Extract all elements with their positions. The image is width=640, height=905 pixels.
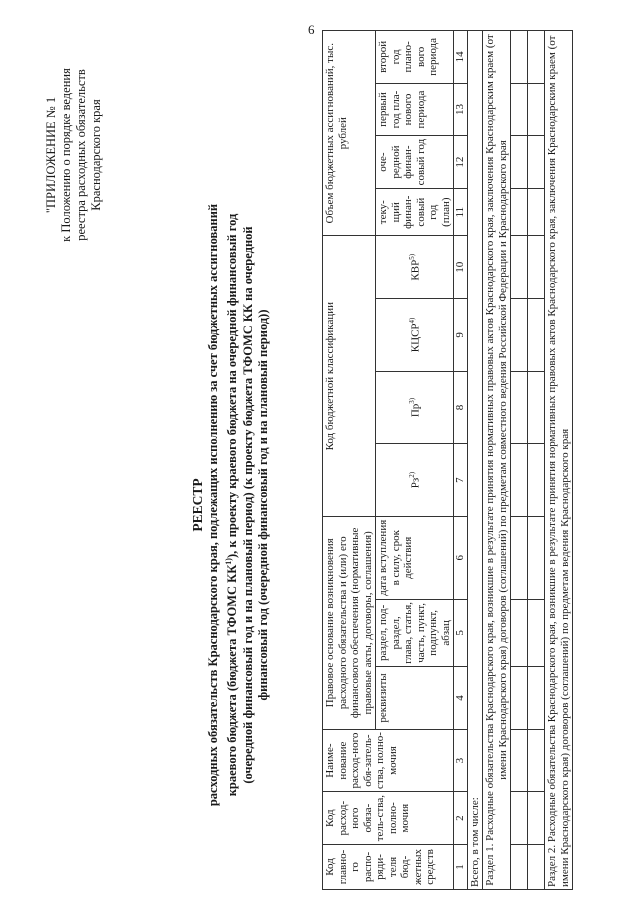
header-first-plan-year: первый год пла-нового периода [376,83,454,136]
header-current-year: теку-щий финан-совый год (план) [376,188,454,236]
header-kvr: КВР$^{5)}$ [376,236,454,299]
section2-text: Раздел 2. Расходные обязательства Краснодарского края, возникшие в результате принятия нормативных правовых актов Краснодарского края, заключения Краснодарским краем (от имени Краснодарского края) договоров (соглашений) по предметам ведения Краснодарского края [545,31,573,890]
title-line4: финансовый год (очередной финансовый год и на плановый период)) [256,309,271,701]
section2-row [545,31,573,890]
column-number: 11 [454,188,468,236]
document-title [190,160,272,850]
header-rz: $Рз^{2)}$ [376,444,454,517]
title-line1: расходных обязательств Краснодарского края, подлежащих исполнению за счет бюджетных ассигнований [205,203,220,807]
appendix-line4: Краснодарского края [89,99,103,211]
title-line2b: ), к проекту краевого бюджета на очередной финансовый год [225,213,240,559]
total-label: Всего, в том числе: [467,31,483,890]
footnote-ref-1: 1) [224,558,233,565]
header-requisites: реквизиты [376,667,454,730]
column-number: 10 [454,236,468,299]
header-volume: Объем бюджетных ассигнований, тыс. рублей [323,31,376,236]
rotated-page-content [40,30,600,890]
appendix-block [44,30,104,280]
appendix-line2: к Положению о порядке ведения [59,68,73,242]
section1-text: Раздел 1. Расходные обязательства Краснодарского края, возникшие в результате принятия нормативных правовых актов Краснодарского края, заключения Краснодарским краем (от имени Краснодарского края) договоров (соглашений) по предметам совместного ведения Российской Федерации и Краснодарского края [483,31,511,890]
column-number: 8 [454,371,468,444]
column-number: 9 [454,299,468,372]
title-line2 [221,160,241,850]
page-number: 6 [308,22,315,37]
column-numbers-row [454,31,468,890]
header-kcsr: КЦСР$^{4)}$ [376,299,454,372]
header-grbs-code: Код главно-го распо-ряди-теля бюд-жетных средств [323,844,454,889]
header-obligation-code: Код расход-ного обяза-тель-ства, полно-мочия [323,792,454,845]
column-number: 7 [454,444,468,517]
total-row [467,31,483,890]
column-number: 4 [454,667,468,730]
title-line3: (очередной финансовый год и на плановый период) (к проекту бюджета ТФОМС КК на очередной [240,226,255,784]
appendix-line3: реестра расходных обязательств [74,69,88,241]
header-second-plan-year: второй год плано-вого периода [376,31,454,84]
header-section-article: раздел, под-раздел, глава, статья, часть, пункт, подпункт, абзац [376,599,454,667]
column-number: 14 [454,31,468,84]
header-budget-code: Код бюджетной классификации [323,236,376,516]
title-line2a: краевого бюджета (бюджета ТФОМС КК [225,564,240,797]
column-number: 3 [454,729,468,792]
column-number: 12 [454,136,468,189]
column-number: 6 [454,516,468,599]
header-obligation-name: Наиме-нование расход-ного обя-затель-ства, полно-мочия [323,729,454,792]
table-row [528,31,545,890]
table-row [511,31,528,890]
registry-table [322,30,573,890]
column-number: 5 [454,599,468,667]
title-heading: РЕЕСТР [190,478,205,532]
column-number: 1 [454,844,468,889]
header-legal-basis: Правовое основание возникновения расходного обязательства и (или) его финансового обеспечения (нормативные правовые акты, договоры, соглашения) [323,516,376,729]
column-number: 2 [454,792,468,845]
section1-row [483,31,511,890]
appendix-line1: "ПРИЛОЖЕНИЕ № 1 [44,96,58,214]
header-effective-date: дата вступления в силу, срок действия [376,516,454,599]
header-next-year: оче-редной финан-совый год [376,136,454,189]
header-pr: $Пр^{3)}$ [376,371,454,444]
column-number: 13 [454,83,468,136]
